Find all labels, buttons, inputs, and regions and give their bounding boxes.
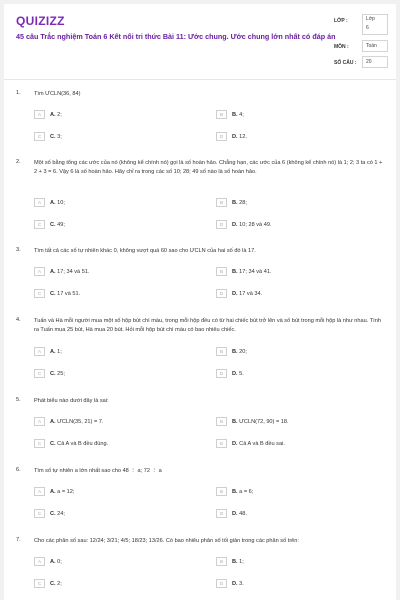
option-letter-box: C bbox=[34, 509, 45, 518]
option-b[interactable] bbox=[216, 417, 289, 426]
option-text: B. 17; 34 và 41. bbox=[232, 268, 272, 275]
option-letter-box: D bbox=[216, 579, 227, 588]
option-text: C. 2; bbox=[50, 580, 62, 587]
option-text: B. ƯCLN(72, 90) = 18. bbox=[232, 418, 289, 425]
option-c[interactable] bbox=[34, 289, 80, 298]
grade-label: LỚP : bbox=[334, 18, 348, 24]
question-text: Tìm tất cả các số tự nhiên khác 0, không vượt quá 60 sao cho ƯCLN của hai số đó là 17. bbox=[34, 248, 256, 254]
question-text: Phát biểu nào dưới đây là sai: bbox=[34, 398, 109, 404]
option-d[interactable] bbox=[216, 220, 272, 229]
option-text: A. 1; bbox=[50, 348, 62, 355]
subject-value: Toán bbox=[366, 43, 377, 49]
option-letter-box: C bbox=[34, 579, 45, 588]
option-letter-box: B bbox=[216, 110, 227, 119]
question-number: 1. bbox=[16, 90, 21, 96]
option-d[interactable] bbox=[216, 509, 247, 518]
option-text: A. 10; bbox=[50, 199, 65, 206]
question-number: 5. bbox=[16, 397, 21, 403]
subject-label: MÔN : bbox=[334, 44, 349, 50]
option-letter-box: D bbox=[216, 220, 227, 229]
option-letter-box: C bbox=[34, 439, 45, 448]
question-count-value: 20 bbox=[366, 59, 372, 65]
option-letter-box: A bbox=[34, 487, 45, 496]
option-text: D. 10; 28 và 49. bbox=[232, 221, 272, 228]
header-divider bbox=[4, 79, 396, 80]
option-a[interactable] bbox=[34, 487, 74, 496]
grade-value: Lớp bbox=[366, 16, 375, 22]
option-text: B. 28; bbox=[232, 199, 247, 206]
option-letter-box: B bbox=[216, 557, 227, 566]
option-letter-box: A bbox=[34, 110, 45, 119]
option-a[interactable] bbox=[34, 557, 62, 566]
option-letter-box: B bbox=[216, 267, 227, 276]
option-c[interactable] bbox=[34, 369, 65, 378]
option-letter-box: D bbox=[216, 289, 227, 298]
option-letter-box: A bbox=[34, 347, 45, 356]
option-letter-box: B bbox=[216, 417, 227, 426]
option-letter-box: C bbox=[34, 220, 45, 229]
option-letter-box: C bbox=[34, 369, 45, 378]
option-c[interactable] bbox=[34, 579, 62, 588]
question-text: Một số bằng tổng các ước của nó (không kể chính nó) gọi là số hoàn hảo. Chẳng hạn, các ước của 6 (không kể chính nó) là 1; 2; 3 ta có 1 + 2 + 3 = 6. Vậy 6 là số hoàn hảo. Hãy chỉ ra trong các số 10; 28; 49 số nào là số hoàn hảo. bbox=[34, 160, 383, 175]
option-letter-box: C bbox=[34, 132, 45, 141]
option-b[interactable] bbox=[216, 347, 247, 356]
option-letter-box: A bbox=[34, 198, 45, 207]
option-text: D. 3. bbox=[232, 580, 244, 587]
option-text: B. 1; bbox=[232, 558, 244, 565]
option-letter-box: D bbox=[216, 509, 227, 518]
option-letter-box: B bbox=[216, 487, 227, 496]
option-text: D. 12. bbox=[232, 133, 247, 140]
option-text: C. 24; bbox=[50, 510, 65, 517]
option-text: A. 0; bbox=[50, 558, 62, 565]
option-c[interactable] bbox=[34, 220, 65, 229]
option-letter-box: B bbox=[216, 198, 227, 207]
option-c[interactable] bbox=[34, 439, 108, 448]
page-title: 45 câu Trắc nghiệm Toán 6 Kết nối tri thức Bài 11: Ước chung. Ước chung lớn nhất có đáp án bbox=[16, 32, 336, 41]
option-text: D. 17 và 34. bbox=[232, 290, 263, 297]
option-text: C. 3; bbox=[50, 133, 62, 140]
question-text: Tìm ƯCLN(36, 84) bbox=[34, 91, 81, 97]
option-letter-box: A bbox=[34, 557, 45, 566]
option-letter-box: D bbox=[216, 132, 227, 141]
option-a[interactable] bbox=[34, 198, 65, 207]
option-text: C. Cả A và B đều đúng. bbox=[50, 440, 109, 447]
question-number: 3. bbox=[16, 247, 21, 253]
question-number: 7. bbox=[16, 537, 21, 543]
option-c[interactable] bbox=[34, 132, 62, 141]
option-b[interactable] bbox=[216, 110, 244, 119]
option-letter-box: D bbox=[216, 369, 227, 378]
option-text: A. a = 12; bbox=[50, 488, 75, 495]
option-d[interactable] bbox=[216, 439, 285, 448]
option-text: C. 17 và 51. bbox=[50, 290, 81, 297]
option-b[interactable] bbox=[216, 557, 244, 566]
option-a[interactable] bbox=[34, 267, 90, 276]
grade-value-number: 6 bbox=[366, 25, 369, 31]
option-d[interactable] bbox=[216, 579, 244, 588]
option-d[interactable] bbox=[216, 132, 247, 141]
option-letter-box: A bbox=[34, 417, 45, 426]
option-a[interactable] bbox=[34, 347, 62, 356]
option-text: D. Cả A và B đều sai. bbox=[232, 440, 285, 447]
option-text: D. 48. bbox=[232, 510, 247, 517]
option-a[interactable] bbox=[34, 417, 103, 426]
option-text: B. a = 6; bbox=[232, 488, 254, 495]
option-text: B. 4; bbox=[232, 111, 244, 118]
option-letter-box: B bbox=[216, 347, 227, 356]
option-letter-box: D bbox=[216, 439, 227, 448]
option-text: C. 25; bbox=[50, 370, 65, 377]
option-letter-box: A bbox=[34, 267, 45, 276]
question-text: Tìm số tự nhiên a lớn nhất sao cho 48 ⋮ a; 72 ⋮ a bbox=[34, 468, 162, 474]
option-text: A. 2; bbox=[50, 111, 62, 118]
question-number: 2. bbox=[16, 159, 21, 165]
option-a[interactable] bbox=[34, 110, 62, 119]
option-d[interactable] bbox=[216, 369, 244, 378]
option-letter-box: C bbox=[34, 289, 45, 298]
question-number: 4. bbox=[16, 317, 21, 323]
question-text: Tuấn và Hà mỗi người mua một số hộp bút chì màu, trong mỗi hộp đều có từ hai chiếc bút trở lên và số bút trong mỗi hộp là như nhau. Tính ra Tuấn mua 25 bút, Hà mua 20 bút. Hỏi mỗi hộp bút chì màu có bao nhiêu chiếc. bbox=[34, 318, 381, 333]
option-text: C. 49; bbox=[50, 221, 65, 228]
option-b[interactable] bbox=[216, 487, 253, 496]
option-text: A. 17; 34 và 51. bbox=[50, 268, 90, 275]
option-text: D. 5. bbox=[232, 370, 244, 377]
quizizz-logo: QUIZIZZ bbox=[16, 14, 65, 28]
worksheet-page bbox=[4, 4, 396, 600]
question-number: 6. bbox=[16, 467, 21, 473]
option-text: A. ƯCLN(35, 21) = 7. bbox=[50, 418, 104, 425]
question-text: Cho các phân số sau: 12/24; 3/21; 4/5; 18/23; 13/26. Có bao nhiêu phân số tối giản trong các phân số trên: bbox=[34, 538, 299, 544]
option-c[interactable] bbox=[34, 509, 65, 518]
option-d[interactable] bbox=[216, 289, 262, 298]
option-text: B. 20; bbox=[232, 348, 247, 355]
question-count-label: SỐ CÂU : bbox=[334, 60, 357, 66]
option-b[interactable] bbox=[216, 198, 247, 207]
option-b[interactable] bbox=[216, 267, 272, 276]
